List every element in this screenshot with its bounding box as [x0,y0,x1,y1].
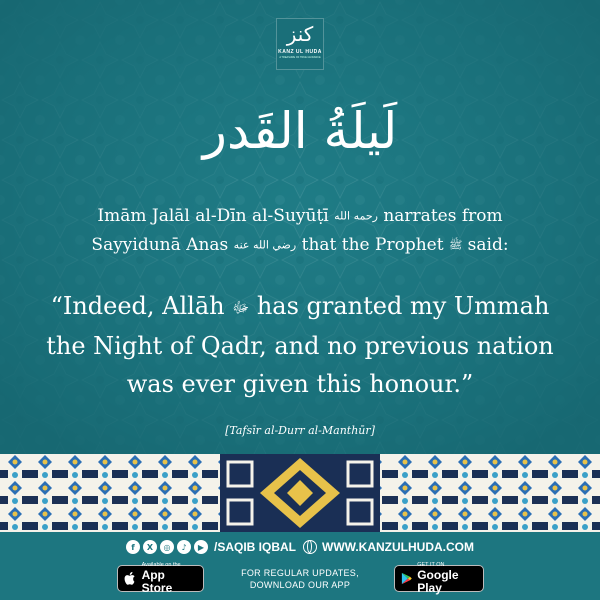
apple-icon [124,571,137,586]
intro-line-1-end: narrates from [383,206,503,226]
download-prompt-line-2: DOWNLOAD OUR APP [249,580,351,590]
app-store-caption: Available on the [141,562,181,568]
quote-line-2: the Night of Qadr, and no previous nation [46,331,554,360]
download-prompt-line-1: FOR REGULAR UPDATES, [241,568,359,578]
instagram-icon[interactable]: ◎ [160,540,174,554]
youtube-icon[interactable]: ▶ [194,540,208,554]
honorific: رضي الله عنه [233,238,297,251]
quote-line-3: was ever given this honour.” [126,369,474,398]
mosaic-tile-strip [0,454,600,532]
google-play-icon [401,571,412,586]
quote-line-1-end: has granted my Ummah [256,292,550,320]
google-play-caption: GET IT ON [417,562,445,568]
quote-line-1 [0,287,600,327]
brand-calligraphy-mark: كنز [286,22,314,46]
download-prompt [218,567,382,591]
google-play-label: Google Play [417,568,459,595]
footer-bar [0,532,600,600]
facebook-icon[interactable]: f [126,540,140,554]
intro-line-2 [0,231,600,260]
honorific: ﷺ [448,238,463,251]
intro-line-2-start: Sayyidunā Anas [91,234,229,255]
social-handle[interactable]: /SAQIB IQBAL [214,540,297,554]
hadith-quote [0,287,600,403]
brand-name: KANZ UL HUDA [278,49,322,55]
social-row [0,540,600,554]
intro-text [0,202,600,259]
intro-line-1 [0,202,600,231]
tiktok-icon[interactable]: ♪ [177,540,191,554]
app-store-label: App Store [141,568,173,595]
intro-line-2-end: said: [467,234,509,255]
website-link[interactable]: WWW.KANZULHUDA.COM [322,540,474,554]
honorific: ﷻ [232,298,250,317]
intro-line-1-start: Imām Jalāl al-Dīn al-Suyūṭī [97,206,329,226]
google-play-button[interactable] [394,562,484,595]
brand-logo [276,18,324,70]
x-icon[interactable]: X [143,540,157,554]
honorific: رحمه الله [334,209,378,223]
intro-line-2-mid: that the Prophet [301,234,444,255]
arabic-title: لَيلَةُ القَدر [202,102,398,160]
brand-tagline: A TREASURE OF TRUE GUIDANCE [279,56,321,59]
quote-line-1-start: “Indeed, Allāh [50,292,225,320]
globe-icon [303,540,317,554]
app-store-button[interactable] [117,562,204,595]
source-citation: [Tafsīr al-Durr al-Manthūr] [225,424,375,437]
